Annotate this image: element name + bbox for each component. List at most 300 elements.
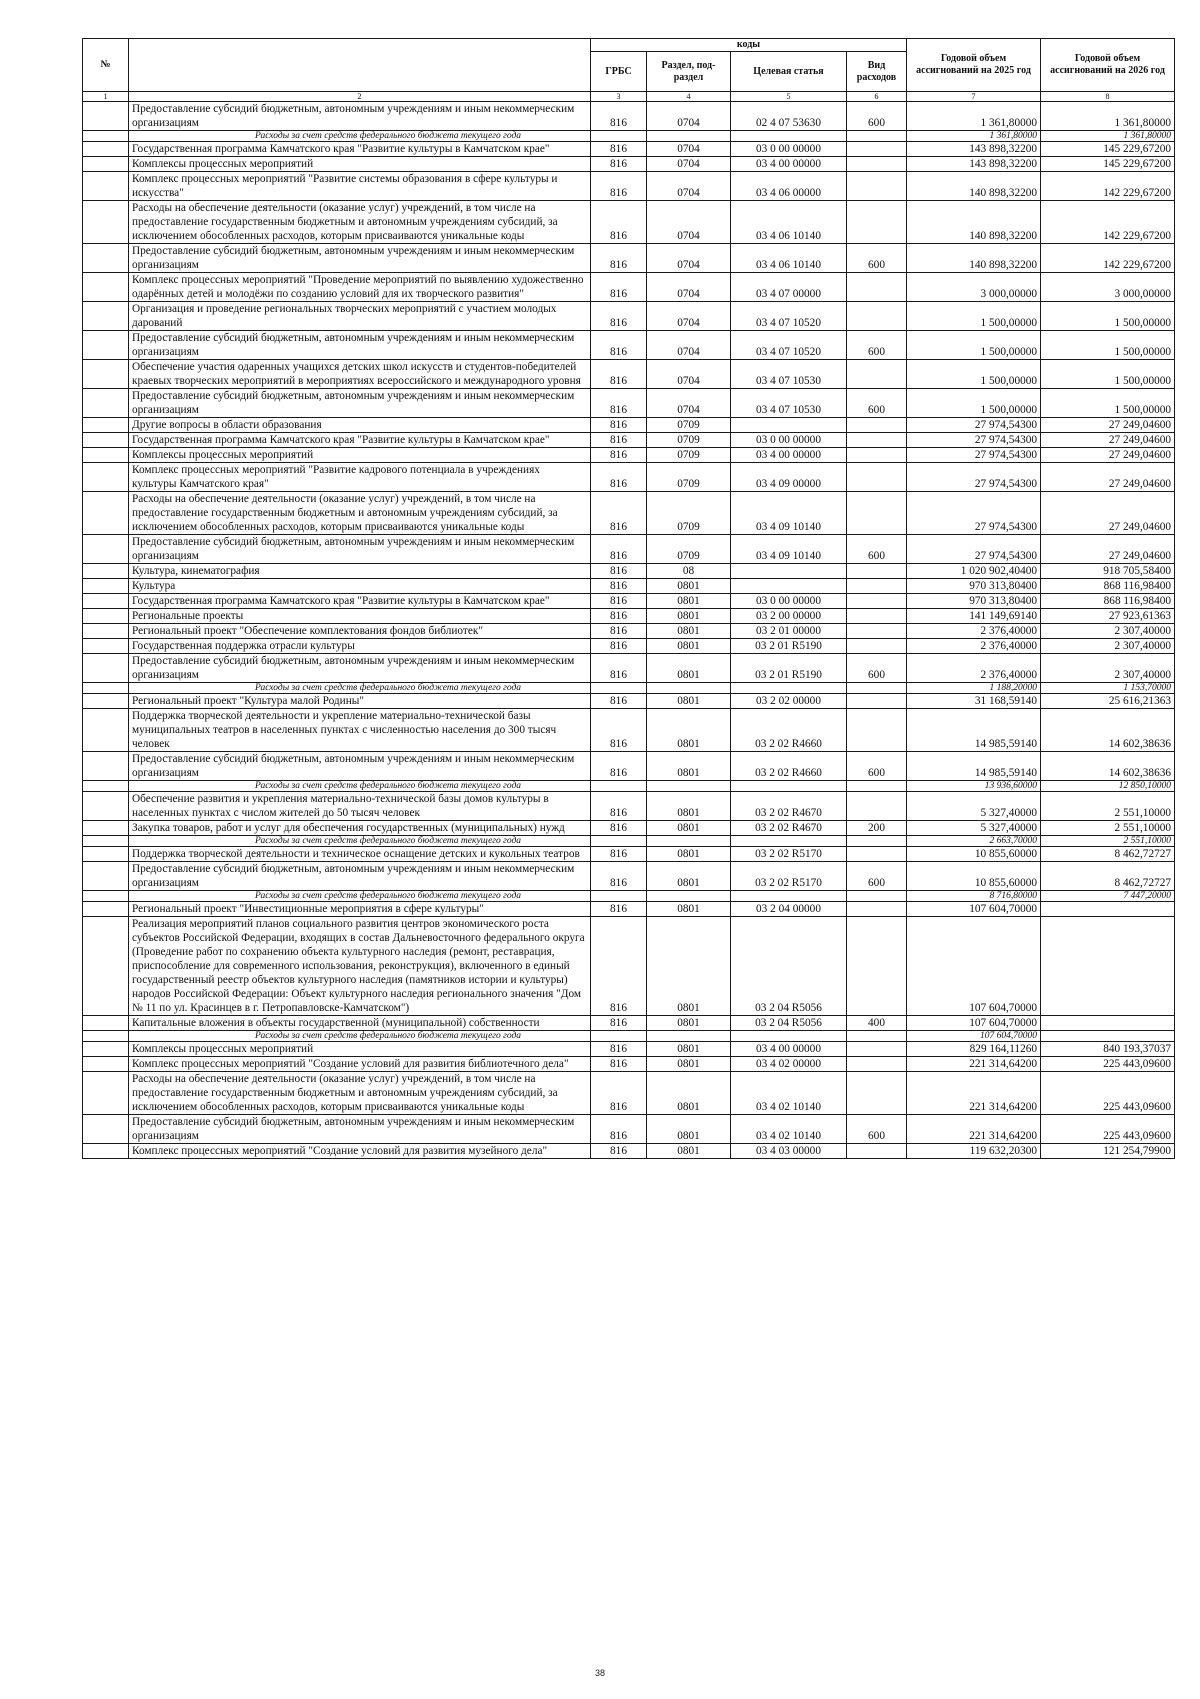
row-2025-cell: 1 500,00000: [907, 389, 1041, 418]
row-2025-cell: 3 000,00000: [907, 273, 1041, 302]
row-2025-cell: 1 361,80000: [907, 102, 1041, 131]
row-2025-cell: 14 985,59140: [907, 752, 1041, 781]
row-2026-cell: 2 307,40000: [1041, 654, 1175, 683]
row-section-cell: 0801: [647, 694, 731, 709]
row-section-cell: 0801: [647, 1144, 731, 1159]
row-section-cell: 0704: [647, 244, 731, 273]
row-2026-cell: 2 307,40000: [1041, 624, 1175, 639]
row-grbs-cell: 816: [591, 1072, 647, 1115]
row-grbs-cell: 816: [591, 1057, 647, 1072]
row-exp-type-cell: [847, 579, 907, 594]
row-target-cell: 03 4 09 00000: [731, 463, 847, 492]
row-grbs-cell: 816: [591, 624, 647, 639]
table-row: [83, 579, 1175, 594]
row-grbs-cell: 816: [591, 1042, 647, 1057]
row-name-cell: Предоставление субсидий бюджетным, автономным учреждениям и иным некоммерческим организациям: [129, 331, 591, 360]
row-number-cell: [83, 331, 129, 360]
header-target: Целевая статья: [731, 52, 847, 92]
row-number-cell: [83, 624, 129, 639]
row-2025-cell: 140 898,32200: [907, 172, 1041, 201]
row-2026-cell: 2 551,10000: [1041, 836, 1175, 847]
row-target-cell: 03 2 02 R5170: [731, 862, 847, 891]
row-2025-cell: 107 604,70000: [907, 1031, 1041, 1042]
row-number-cell: [83, 360, 129, 389]
row-number-cell: [83, 142, 129, 157]
row-name-cell: Предоставление субсидий бюджетным, автономным учреждениям и иным некоммерческим организациям: [129, 862, 591, 891]
row-number-cell: [83, 273, 129, 302]
table-row: [83, 1115, 1175, 1144]
row-name-cell: Региональный проект "Культура малой Родины": [129, 694, 591, 709]
row-section-cell: [647, 836, 731, 847]
row-grbs-cell: 816: [591, 389, 647, 418]
row-grbs-cell: 816: [591, 302, 647, 331]
row-number-cell: [83, 902, 129, 917]
row-target-cell: 03 4 07 10520: [731, 302, 847, 331]
row-name-cell: Государственная поддержка отрасли культуры: [129, 639, 591, 654]
row-grbs-cell: 816: [591, 244, 647, 273]
row-target-cell: 03 2 01 R5190: [731, 639, 847, 654]
row-2025-cell: 2 376,40000: [907, 624, 1041, 639]
row-name-cell: Комплексы процессных мероприятий: [129, 448, 591, 463]
row-name-cell: Культура: [129, 579, 591, 594]
row-section-cell: [647, 891, 731, 902]
row-grbs-cell: 816: [591, 418, 647, 433]
row-2025-cell: 10 855,60000: [907, 862, 1041, 891]
row-2026-cell: 142 229,67200: [1041, 244, 1175, 273]
row-grbs-cell: 816: [591, 360, 647, 389]
row-name-cell: Региональные проекты: [129, 609, 591, 624]
row-name-cell: Обеспечение развития и укрепления материально-технической базы домов культуры в населенных пунктах с числом жителей до 50 тысяч человек: [129, 792, 591, 821]
row-name-cell: Расходы за счет средств федерального бюджета текущего года: [129, 781, 591, 792]
row-2025-cell: 27 974,54300: [907, 448, 1041, 463]
row-exp-type-cell: [847, 1042, 907, 1057]
row-target-cell: 03 4 00 00000: [731, 157, 847, 172]
row-section-cell: 0801: [647, 654, 731, 683]
row-2025-cell: 221 314,64200: [907, 1115, 1041, 1144]
row-name-cell: Комплекс процессных мероприятий "Развитие системы образования в сфере культуры и искусства": [129, 172, 591, 201]
row-section-cell: [647, 683, 731, 694]
row-number-cell: [83, 201, 129, 244]
row-grbs-cell: [591, 131, 647, 142]
row-grbs-cell: 816: [591, 594, 647, 609]
row-section-cell: 0704: [647, 360, 731, 389]
row-2026-cell: 27 923,61363: [1041, 609, 1175, 624]
table-row: [83, 492, 1175, 535]
row-section-cell: 0801: [647, 862, 731, 891]
row-number-cell: [83, 836, 129, 847]
row-section-cell: 0704: [647, 389, 731, 418]
row-2026-cell: 1 361,80000: [1041, 102, 1175, 131]
row-section-cell: 0709: [647, 492, 731, 535]
col-number-4: 4: [647, 92, 731, 102]
row-grbs-cell: 816: [591, 102, 647, 131]
row-grbs-cell: 816: [591, 694, 647, 709]
row-2025-cell: 143 898,32200: [907, 142, 1041, 157]
row-exp-type-cell: [847, 1144, 907, 1159]
table-row: [83, 360, 1175, 389]
row-section-cell: 0709: [647, 418, 731, 433]
row-grbs-cell: 816: [591, 847, 647, 862]
header-name: [129, 39, 591, 92]
row-name-cell: Предоставление субсидий бюджетным, автономным учреждениям и иным некоммерческим организациям: [129, 654, 591, 683]
row-exp-type-cell: [847, 142, 907, 157]
row-target-cell: 03 2 02 00000: [731, 694, 847, 709]
row-2025-cell: 107 604,70000: [907, 902, 1041, 917]
row-2026-cell: 27 249,04600: [1041, 448, 1175, 463]
table-row: [83, 102, 1175, 131]
row-number-cell: [83, 917, 129, 1016]
row-name-cell: Предоставление субсидий бюджетным, автономным учреждениям и иным некоммерческим организациям: [129, 389, 591, 418]
table-row: [83, 157, 1175, 172]
col-number-1: 1: [83, 92, 129, 102]
table-row: [83, 594, 1175, 609]
row-number-cell: [83, 752, 129, 781]
row-name-cell: Государственная программа Камчатского края "Развитие культуры в Камчатском крае": [129, 594, 591, 609]
row-2025-cell: 27 974,54300: [907, 418, 1041, 433]
row-name-cell: Государственная программа Камчатского края "Развитие культуры в Камчатском крае": [129, 142, 591, 157]
header-2026: Годовой объем ассигнований на 2026 год: [1041, 39, 1175, 92]
federal-budget-row: [83, 1031, 1175, 1042]
row-number-cell: [83, 862, 129, 891]
row-grbs-cell: 816: [591, 1016, 647, 1031]
row-grbs-cell: 816: [591, 142, 647, 157]
table-row: [83, 1144, 1175, 1159]
row-number-cell: [83, 654, 129, 683]
row-section-cell: 0801: [647, 752, 731, 781]
row-name-cell: Реализация мероприятий планов социального развития центров экономического роста субъектов Российской Федерации, входящих в состав Дальневосточного федерального округа (Проведение работ по сохранению объекта культурного наследия (ремонт, реставрация, приспособление для современного использования, реконструкция), включенного в единый государственный реестр объектов культурного наследия (памятников истории и культуры) народов Российской Федерации: Объект культурного наследия регионального значения "Дом № 11 по ул. Красинцев в г. Петропавловске-Камчатском"): [129, 917, 591, 1016]
row-2026-cell: 142 229,67200: [1041, 172, 1175, 201]
row-exp-type-cell: 600: [847, 389, 907, 418]
row-number-cell: [83, 1115, 129, 1144]
row-target-cell: [731, 579, 847, 594]
row-number-cell: [83, 891, 129, 902]
row-section-cell: 0801: [647, 709, 731, 752]
row-name-cell: Культура, кинематография: [129, 564, 591, 579]
row-grbs-cell: 816: [591, 902, 647, 917]
row-exp-type-cell: [847, 463, 907, 492]
row-2026-cell: 1 153,70000: [1041, 683, 1175, 694]
row-name-cell: Организация и проведение региональных творческих мероприятий с участием молодых дарований: [129, 302, 591, 331]
row-2025-cell: 27 974,54300: [907, 492, 1041, 535]
row-exp-type-cell: [847, 1031, 907, 1042]
row-exp-type-cell: [847, 609, 907, 624]
row-name-cell: Капитальные вложения в объекты государственной (муниципальной) собственности: [129, 1016, 591, 1031]
row-exp-type-cell: [847, 492, 907, 535]
row-2026-cell: 27 249,04600: [1041, 418, 1175, 433]
row-section-cell: 0704: [647, 273, 731, 302]
row-2025-cell: 27 974,54300: [907, 463, 1041, 492]
row-exp-type-cell: [847, 564, 907, 579]
row-exp-type-cell: [847, 360, 907, 389]
row-2025-cell: 970 313,80400: [907, 579, 1041, 594]
row-name-cell: Расходы на обеспечение деятельности (оказание услуг) учреждений, в том числе на предоставление государственным бюджетным и автономным учреждениям субсидий, за исключением обособленных расходов, которым присваиваются уникальные коды: [129, 492, 591, 535]
row-target-cell: 03 4 07 10520: [731, 331, 847, 360]
row-2025-cell: 140 898,32200: [907, 201, 1041, 244]
row-number-cell: [83, 1031, 129, 1042]
row-2026-cell: 7 447,20000: [1041, 891, 1175, 902]
row-number-cell: [83, 683, 129, 694]
row-target-cell: 02 4 07 53630: [731, 102, 847, 131]
col-number-6: 6: [847, 92, 907, 102]
row-section-cell: 0704: [647, 157, 731, 172]
col-number-8: 8: [1041, 92, 1175, 102]
row-target-cell: [731, 564, 847, 579]
row-2026-cell: 3 000,00000: [1041, 273, 1175, 302]
row-2026-cell: 8 462,72727: [1041, 847, 1175, 862]
row-2025-cell: 143 898,32200: [907, 157, 1041, 172]
row-exp-type-cell: [847, 917, 907, 1016]
row-target-cell: [731, 1031, 847, 1042]
row-target-cell: 03 0 00 00000: [731, 594, 847, 609]
table-body: [83, 102, 1175, 1159]
table-row: [83, 624, 1175, 639]
row-section-cell: 0801: [647, 579, 731, 594]
row-2026-cell: [1041, 917, 1175, 1016]
row-2026-cell: [1041, 1016, 1175, 1031]
row-name-cell: Другие вопросы в области образования: [129, 418, 591, 433]
row-grbs-cell: [591, 891, 647, 902]
row-grbs-cell: 816: [591, 564, 647, 579]
row-name-cell: Расходы за счет средств федерального бюджета текущего года: [129, 131, 591, 142]
row-2026-cell: 840 193,37037: [1041, 1042, 1175, 1057]
row-grbs-cell: 816: [591, 821, 647, 836]
row-2026-cell: 14 602,38636: [1041, 752, 1175, 781]
row-exp-type-cell: 600: [847, 862, 907, 891]
row-target-cell: 03 2 02 R4670: [731, 821, 847, 836]
table-row: [83, 244, 1175, 273]
row-exp-type-cell: [847, 594, 907, 609]
row-2025-cell: 970 313,80400: [907, 594, 1041, 609]
row-2025-cell: 5 327,40000: [907, 821, 1041, 836]
row-2025-cell: 141 149,69140: [907, 609, 1041, 624]
row-2025-cell: 1 500,00000: [907, 302, 1041, 331]
table-row: [83, 902, 1175, 917]
row-exp-type-cell: [847, 709, 907, 752]
federal-budget-row: [83, 836, 1175, 847]
row-number-cell: [83, 418, 129, 433]
table-row: [83, 654, 1175, 683]
row-section-cell: 0704: [647, 331, 731, 360]
col-number-2: 2: [129, 92, 591, 102]
table-row: [83, 752, 1175, 781]
row-section-cell: 0704: [647, 102, 731, 131]
row-grbs-cell: 816: [591, 1115, 647, 1144]
row-target-cell: 03 4 09 10140: [731, 492, 847, 535]
row-name-cell: Закупка товаров, работ и услуг для обеспечения государственных (муниципальных) нужд: [129, 821, 591, 836]
table-row: [83, 847, 1175, 862]
row-target-cell: 03 2 04 R5056: [731, 917, 847, 1016]
row-exp-type-cell: [847, 624, 907, 639]
row-exp-type-cell: [847, 418, 907, 433]
row-2026-cell: 225 443,09600: [1041, 1115, 1175, 1144]
federal-budget-row: [83, 131, 1175, 142]
row-target-cell: 03 2 04 R5056: [731, 1016, 847, 1031]
row-grbs-cell: 816: [591, 463, 647, 492]
row-number-cell: [83, 448, 129, 463]
row-grbs-cell: [591, 683, 647, 694]
row-exp-type-cell: 600: [847, 535, 907, 564]
federal-budget-row: [83, 891, 1175, 902]
row-name-cell: Комплекс процессных мероприятий "Развитие кадрового потенциала в учреждениях культуры Камчатского края": [129, 463, 591, 492]
table-row: [83, 694, 1175, 709]
row-exp-type-cell: 600: [847, 752, 907, 781]
row-2026-cell: [1041, 1031, 1175, 1042]
row-2025-cell: 1 361,80000: [907, 131, 1041, 142]
row-target-cell: 03 4 02 10140: [731, 1072, 847, 1115]
row-number-cell: [83, 102, 129, 131]
row-2026-cell: 2 551,10000: [1041, 821, 1175, 836]
row-number-cell: [83, 1072, 129, 1115]
table-row: [83, 418, 1175, 433]
row-2026-cell: 25 616,21363: [1041, 694, 1175, 709]
row-section-cell: 0704: [647, 201, 731, 244]
row-exp-type-cell: 600: [847, 654, 907, 683]
row-2025-cell: 31 168,59140: [907, 694, 1041, 709]
row-name-cell: Предоставление субсидий бюджетным, автономным учреждениям и иным некоммерческим организациям: [129, 244, 591, 273]
row-2025-cell: 27 974,54300: [907, 535, 1041, 564]
row-section-cell: 0801: [647, 847, 731, 862]
row-2026-cell: 27 249,04600: [1041, 535, 1175, 564]
table-row: [83, 821, 1175, 836]
table-row: [83, 273, 1175, 302]
row-target-cell: 03 4 03 00000: [731, 1144, 847, 1159]
row-number-cell: [83, 847, 129, 862]
row-exp-type-cell: 600: [847, 244, 907, 273]
row-number-cell: [83, 172, 129, 201]
federal-budget-row: [83, 781, 1175, 792]
row-name-cell: Поддержка творческой деятельности и укрепление материально-технической базы муниципальных театров в населенных пунктах с численностью населения до 300 тысяч человек: [129, 709, 591, 752]
row-section-cell: 0801: [647, 1072, 731, 1115]
table-row: [83, 1057, 1175, 1072]
row-name-cell: Расходы на обеспечение деятельности (оказание услуг) учреждений, в том числе на предоставление государственным бюджетным и автономным учреждениям субсидий, за исключением обособленных расходов, которым присваиваются уникальные коды: [129, 1072, 591, 1115]
row-number-cell: [83, 302, 129, 331]
row-exp-type-cell: [847, 273, 907, 302]
row-number-cell: [83, 694, 129, 709]
header-2025: Годовой объем ассигнований на 2025 год: [907, 39, 1041, 92]
table-row: [83, 331, 1175, 360]
row-target-cell: 03 2 02 R4660: [731, 752, 847, 781]
document-page: [82, 38, 1174, 1159]
row-grbs-cell: 816: [591, 639, 647, 654]
row-2025-cell: 119 632,20300: [907, 1144, 1041, 1159]
row-2025-cell: 2 663,70000: [907, 836, 1041, 847]
row-target-cell: [731, 891, 847, 902]
header-codes: коды: [591, 39, 907, 52]
table-row: [83, 564, 1175, 579]
row-section-cell: 0801: [647, 902, 731, 917]
row-2026-cell: 2 307,40000: [1041, 639, 1175, 654]
row-exp-type-cell: [847, 694, 907, 709]
row-exp-type-cell: [847, 1057, 907, 1072]
row-section-cell: 0801: [647, 1057, 731, 1072]
row-exp-type-cell: 200: [847, 821, 907, 836]
row-name-cell: Расходы за счет средств федерального бюджета текущего года: [129, 836, 591, 847]
row-2026-cell: 121 254,79900: [1041, 1144, 1175, 1159]
table-row: [83, 709, 1175, 752]
row-name-cell: Предоставление субсидий бюджетным, автономным учреждениям и иным некоммерческим организациям: [129, 1115, 591, 1144]
row-2025-cell: 829 164,11260: [907, 1042, 1041, 1057]
row-2026-cell: 1 500,00000: [1041, 389, 1175, 418]
row-grbs-cell: 816: [591, 862, 647, 891]
row-section-cell: 0801: [647, 609, 731, 624]
row-section-cell: 0704: [647, 302, 731, 331]
row-grbs-cell: 816: [591, 273, 647, 302]
row-2025-cell: 2 376,40000: [907, 654, 1041, 683]
row-target-cell: 03 4 06 10140: [731, 201, 847, 244]
row-target-cell: [731, 781, 847, 792]
header-section: Раздел, под-раздел: [647, 52, 731, 92]
row-2026-cell: 27 249,04600: [1041, 492, 1175, 535]
row-name-cell: Предоставление субсидий бюджетным, автономным учреждениям и иным некоммерческим организациям: [129, 752, 591, 781]
row-section-cell: 0801: [647, 792, 731, 821]
table-row: [83, 1042, 1175, 1057]
row-exp-type-cell: 600: [847, 102, 907, 131]
row-name-cell: Расходы за счет средств федерального бюджета текущего года: [129, 891, 591, 902]
row-number-cell: [83, 639, 129, 654]
row-section-cell: 08: [647, 564, 731, 579]
row-number-cell: [83, 1057, 129, 1072]
row-target-cell: [731, 836, 847, 847]
row-grbs-cell: 816: [591, 709, 647, 752]
row-number-cell: [83, 781, 129, 792]
row-target-cell: 03 4 06 00000: [731, 172, 847, 201]
row-exp-type-cell: 400: [847, 1016, 907, 1031]
row-name-cell: Расходы за счет средств федерального бюджета текущего года: [129, 1031, 591, 1042]
row-grbs-cell: [591, 1031, 647, 1042]
row-section-cell: 0801: [647, 624, 731, 639]
row-target-cell: 03 4 02 00000: [731, 1057, 847, 1072]
row-number-cell: [83, 492, 129, 535]
row-number-cell: [83, 157, 129, 172]
row-target-cell: [731, 131, 847, 142]
row-target-cell: 03 4 00 00000: [731, 1042, 847, 1057]
row-number-cell: [83, 609, 129, 624]
row-2026-cell: 1 500,00000: [1041, 331, 1175, 360]
column-number-row: [83, 92, 1175, 102]
table-header: [83, 39, 1175, 102]
row-2025-cell: 14 985,59140: [907, 709, 1041, 752]
row-number-cell: [83, 535, 129, 564]
row-grbs-cell: 816: [591, 433, 647, 448]
row-2025-cell: 1 500,00000: [907, 360, 1041, 389]
row-grbs-cell: 816: [591, 579, 647, 594]
row-target-cell: 03 2 02 R5170: [731, 847, 847, 862]
row-grbs-cell: [591, 836, 647, 847]
row-2025-cell: 221 314,64200: [907, 1057, 1041, 1072]
table-row: [83, 172, 1175, 201]
row-number-cell: [83, 244, 129, 273]
row-target-cell: 03 4 07 10530: [731, 389, 847, 418]
row-grbs-cell: 816: [591, 201, 647, 244]
header-number: №: [83, 39, 129, 92]
row-number-cell: [83, 463, 129, 492]
col-number-3: 3: [591, 92, 647, 102]
row-grbs-cell: 816: [591, 157, 647, 172]
row-section-cell: 0801: [647, 821, 731, 836]
row-section-cell: 0801: [647, 1042, 731, 1057]
row-name-cell: Региональный проект "Инвестиционные мероприятия в сфере культуры": [129, 902, 591, 917]
row-number-cell: [83, 131, 129, 142]
row-target-cell: 03 0 00 00000: [731, 142, 847, 157]
row-exp-type-cell: [847, 201, 907, 244]
row-section-cell: 0801: [647, 594, 731, 609]
row-2025-cell: 221 314,64200: [907, 1072, 1041, 1115]
table-row: [83, 302, 1175, 331]
row-target-cell: 03 2 01 R5190: [731, 654, 847, 683]
row-name-cell: Комплекс процессных мероприятий "Проведение мероприятий по выявлению художественно одарённых детей и молодёжи по созданию условий для их творческого развития": [129, 273, 591, 302]
row-number-cell: [83, 594, 129, 609]
row-grbs-cell: 816: [591, 1144, 647, 1159]
